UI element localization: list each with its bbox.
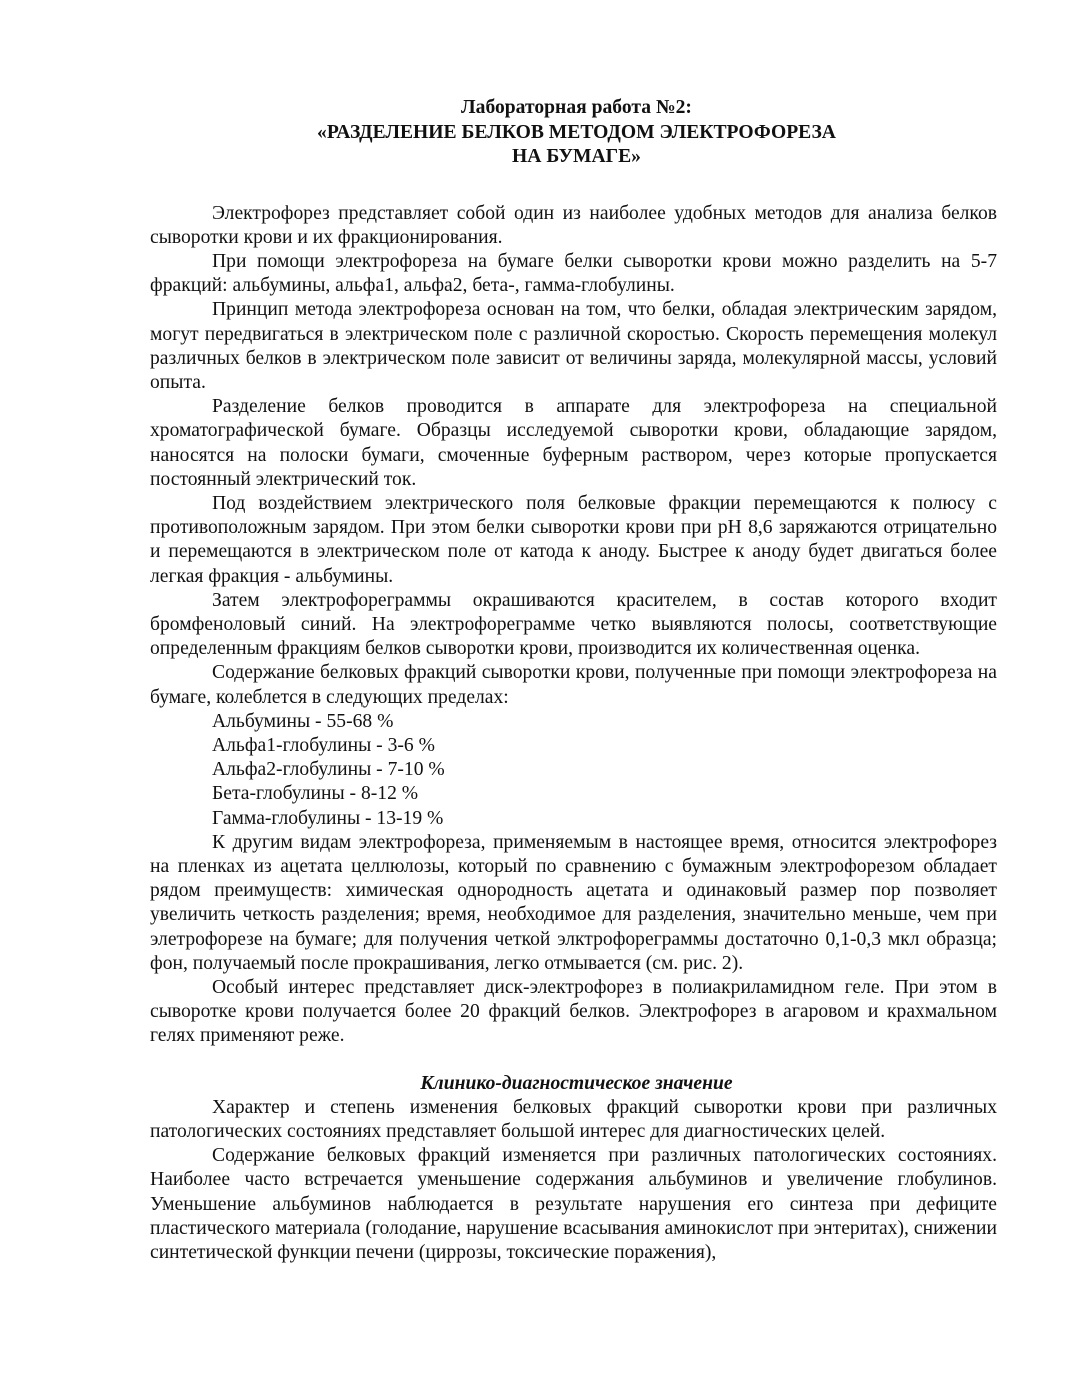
paragraph-content: Содержание белковых фракций сыворотки крови, полученные при помощи электрофореза на бумаге, колеблется в следующих пределах: (150, 662, 997, 708)
paragraph-clinical-2: Содержание белковых фракций изменяется при различных патологических состояниях. Наиболее часто встречается уменьшение содержания альбуминов и увеличение глобулинов. Уменьшение альбуминов наблюдается в результате нарушения его синтеза при дефиците пластического материала (голодание, нарушение всасывания аминокислот при энтеритах), снижении синтетической функции печени (циррозы, токсические поражения), (150, 1145, 997, 1264)
title-line-3: НА БУМАГЕ» (512, 146, 641, 167)
title-line-1: Лабораторная работа №2: (461, 97, 692, 118)
paragraph-field: Под воздействием электрического поля белковые фракции перемещаются к полюсу с противоположным зарядом. При этом белки сыворотки крови при pH 8,6 заряжаются отрицательно и перемещаются в электрическом поле от катода к аноду. Быстрее к аноду будет двигаться более легкая фракция - альбумины. (150, 492, 997, 587)
list-item: Гамма-глобулины - 13-19 % (212, 807, 444, 829)
paragraph-disk: Особый интерес представляет диск-электрофорез в полиакриламидном геле. При этом в сыворотке крови получается более 20 фракций белков. Электрофорез в агаровом и крахмальном гелях применяют реже. (150, 977, 997, 1047)
title-line-2: «РАЗДЕЛЕНИЕ БЕЛКОВ МЕТОДОМ ЭЛЕКТРОФОРЕЗА (317, 121, 836, 143)
title-block (150, 96, 997, 170)
paragraph-principle: Принцип метода электрофореза основан на том, что белки, обладая электрическим зарядом, могут передвигаться в электрическом поле с различной скоростью. Скорость перемещения молекул различных белков в электрическом поле зависит от величины заряда, молекулярной массы, условий опыта. (150, 299, 997, 393)
paragraph-staining: Затем электрофореграммы окрашиваются красителем, в состав которого входит бромфеноловый синий. На электрофореграмме четко выявляются полосы, соответствующие определенным фракциям белков сыворотки крови, производится их количественная оценка. (150, 589, 997, 660)
paragraph-fractions: При помощи электрофореза на бумаге белки сыворотки крови можно разделить на 5-7 фракций: альбумины, альфа1, альфа2, бета-, гамма-глобулины. (150, 250, 997, 297)
paragraph-intro: Электрофорез представляет собой один из наиболее удобных методов для анализа белков сыворотки крови и их фракционирования. (150, 202, 997, 248)
fractions-list (150, 710, 997, 831)
list-item: Альфа2-глобулины - 7-10 % (212, 759, 445, 781)
paragraph-separation: Разделение белков проводится в аппарате для электрофореза на специальной хроматографической бумаге. Образцы исследуемой сыворотки крови, обладающие зарядом, наносятся на полоски бумаги, смоченные буферным раствором, через которые пропускается постоянный электрический ток. (150, 396, 997, 490)
list-item: Бета-глобулины - 8-12 % (212, 783, 419, 805)
list-item: Альбумины - 55-68 % (212, 710, 394, 732)
document-page (150, 96, 997, 1265)
paragraph-cellulose: К другим видам электрофореза, применяемым в настоящее время, относится электрофорез на пленках из ацетата целлюлозы, который по сравнению с бумажным электрофорезом обладает рядом преимуществ: химическая однородность ацетата и одинаковый размер пор позволяет увеличить четкость разделения; время, необходимое для разделения, значительно меньше, чем при элетрофорезе на бумаге; для получения четкой элктрофореграммы достаточно 0,1-0,3 мкл образца; фон, получаемый после прокрашивания, легко отмывается (см. рис. 2). (150, 831, 997, 974)
paragraph-clinical-1: Характер и степень изменения белковых фракций сыворотки крови при различных патологических состояниях представляет большой интерес для диагностических целей. (150, 1096, 997, 1143)
list-item: Альфа1-глобулины - 3-6 % (212, 734, 435, 756)
section-heading: Клинико-диагностическое значение (420, 1072, 733, 1094)
